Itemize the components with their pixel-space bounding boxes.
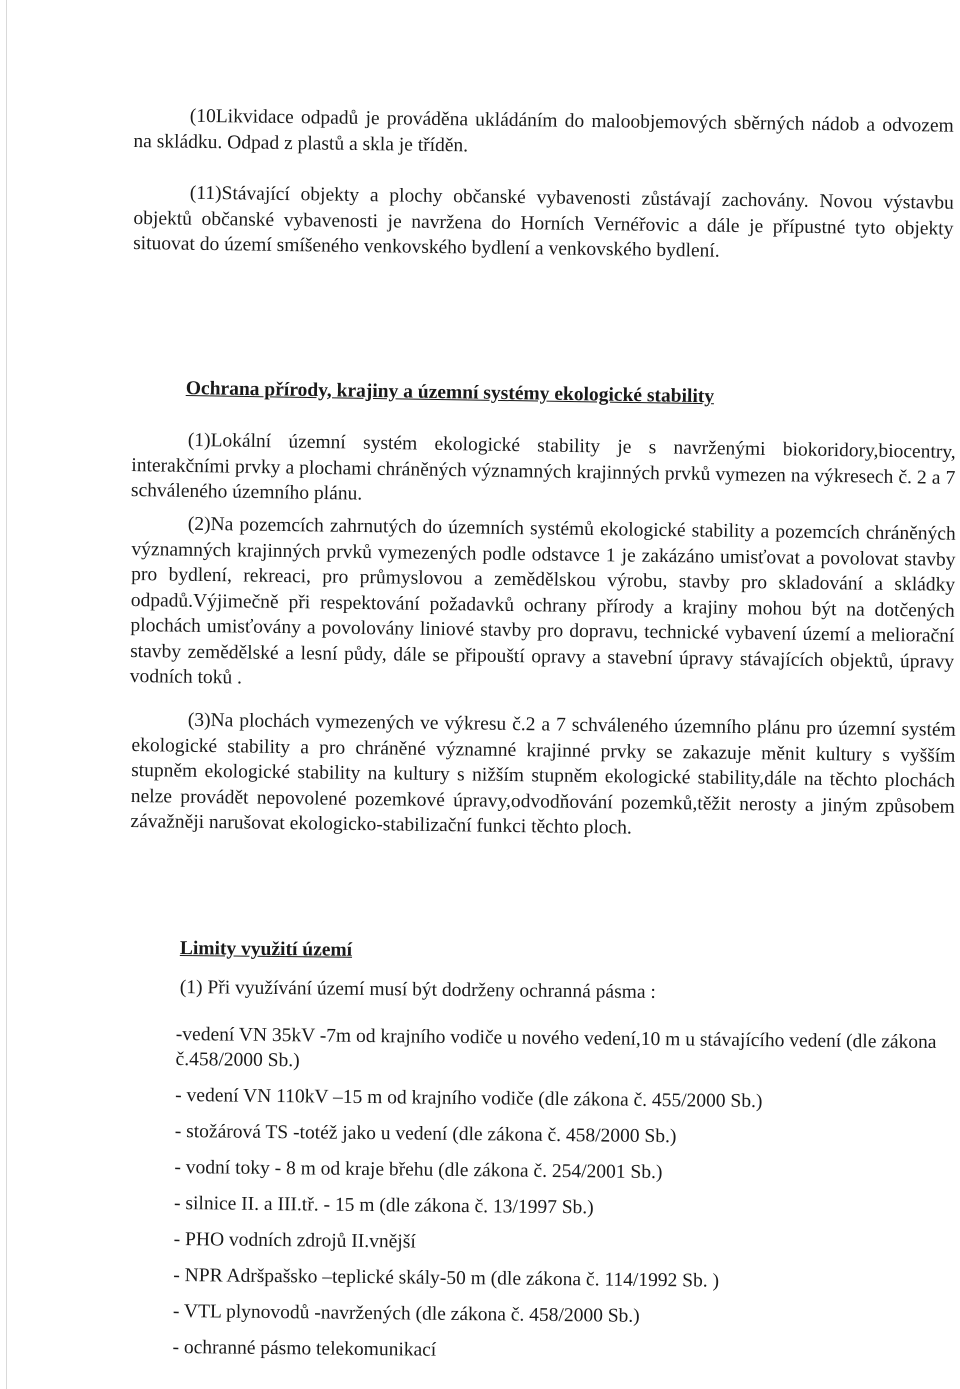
paragraph-nature-3: (3)Na plochách vymezených ve výkresu č.2 a 7 schváleného územního plánu pro územní systém ekologické stability a pro chráněné významné krajinné prvky se zakazuje měnit kultury s vyšším stupněm ekologické stability na kultury s nižším stupněm ekologické stability,dále na těchto plochách nelze provádět nepovolené pozemkové úpravy,odvodňování pozemků,těžit nerosty a jiným způsobem závažněji narušovat ekologicko-stabilizační funkci těchto ploch. (130, 709, 956, 839)
list-item: - vedení VN 110kV –15 m od krajního vodiče (dle zákona č. 455/2000 Sb.) (175, 1084, 763, 1113)
list-item: - silnice II. a III.tř. - 15 m (dle zákona č. 13/1997 Sb.) (173, 1192, 594, 1219)
heading-land-use-limits: Limity využití území (179, 938, 353, 961)
list-item: - NPR Adršpašsko –teplické skály-50 m (dle zákona č. 114/1992 Sb. ) (173, 1264, 720, 1292)
list-item: - vodní toky - 8 m od kraje břehu (dle zákona č. 254/2001 Sb.) (174, 1156, 663, 1184)
list-item: - PHO vodních zdrojů II.vnější (173, 1228, 416, 1253)
list-item: - stožárová TS -totéž jako u vedení (dle zákona č. 458/2000 Sb.) (174, 1120, 677, 1148)
paragraph-nature-2: (2)Na pozemcích zahrnutých do územních systémů ekologické stability a pozemcích chráněných významných krajinných prvků vymezených podle odstavce 1 je zakázáno umisťovat a povolovat stavby pro bydlení, rekreaci, pro průmyslovou a zemědělskou výrobu, stavby pro skladování a skládky odpadů.Výjimečně při respektování požadavků ochrany přírody a krajiny mohou být na dotčených plochách umisťovány a povolovány liniové stavby pro dopravu, technické vybavení území a meliorační stavby zemědělské a lesní půdy, dále se připouští opravy a stavební úpravy stávajících objektů, úpravy vodních toků . (129, 513, 956, 689)
list-item: - ochranné pásmo telekomunikací (172, 1336, 437, 1361)
list-item: -vedení VN 35kV -7m od krajního vodiče u nového vedení,10 m u stávajícího vedení (dle zákona č.458/2000 Sb.) (175, 1023, 937, 1072)
heading-nature-protection: Ochrana přírody, krajiny a územní systémy ekologické stability (185, 378, 715, 408)
list-item: - VTL plynovodů -navržených (dle zákona č. 458/2000 Sb.) (172, 1300, 640, 1327)
protection-zones-list (172, 1022, 956, 1374)
paragraph-waste-disposal: (10Likvidace odpadů je prováděna ukládáním do maloobjemových sběrných nádob a odvozem na skládku. Odpad z plastů a skla je tříděn. (133, 105, 954, 156)
paragraph-nature-1: (1)Lokální územní systém ekologické stability je s navrženými biokoridory,biocentry, interakčními prvky a plochami chráněných významných krajinných prvků vymezen na výkresech č. 2 a 7 schváleného územního plánu. (130, 429, 956, 505)
limits-intro: (1) Při využívání území musí být dodrženy ochranná pásma : (179, 976, 656, 1003)
paragraph-civic-amenities: (11)Stávající objekty a plochy občanské vybavenosti zůstávají zachovány. Novou výstavbu objektů občanské vybavenosti je navržena do Horních Vernéřovic a dále je přípustné tyto objekty situovat do území smíšeného venkovského bydlení a venkovského bydlení. (133, 182, 954, 262)
